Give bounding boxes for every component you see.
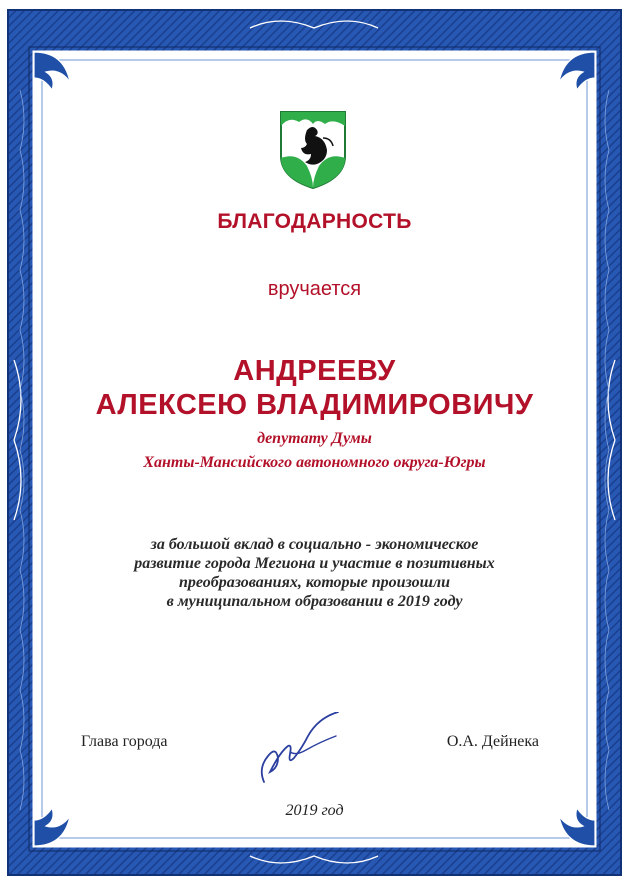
certificate-year: 2019 год	[285, 802, 344, 819]
handwritten-signature	[250, 712, 350, 792]
certificate-title: БЛАГОДАРНОСТЬ	[217, 210, 412, 233]
reason-line: развитие города Мегиона и участие в позитивных	[134, 555, 495, 572]
city-coat-of-arms-icon	[277, 108, 349, 190]
signatory-name: О.А. Дейнека	[446, 733, 539, 750]
recipient-position	[0, 427, 629, 475]
reason-line: преобразованиях, которые произошли	[178, 574, 451, 591]
signatory-title: Глава города	[81, 733, 168, 750]
reason-line: в муниципальном образовании в 2019 году	[166, 593, 463, 610]
recipient-name	[0, 354, 629, 422]
presented-label: вручается	[267, 278, 362, 300]
award-reason	[0, 535, 629, 611]
recipient-surname: АНДРЕЕВУ	[233, 355, 396, 387]
recipient-given-names: АЛЕКСЕЮ ВЛАДИМИРОВИЧУ	[95, 389, 534, 421]
position-line: депутату Думы	[257, 430, 372, 447]
reason-line: за большой вклад в социально - экономическое	[150, 536, 479, 553]
position-line: Ханты-Мансийского автономного округа-Югры	[143, 454, 486, 471]
